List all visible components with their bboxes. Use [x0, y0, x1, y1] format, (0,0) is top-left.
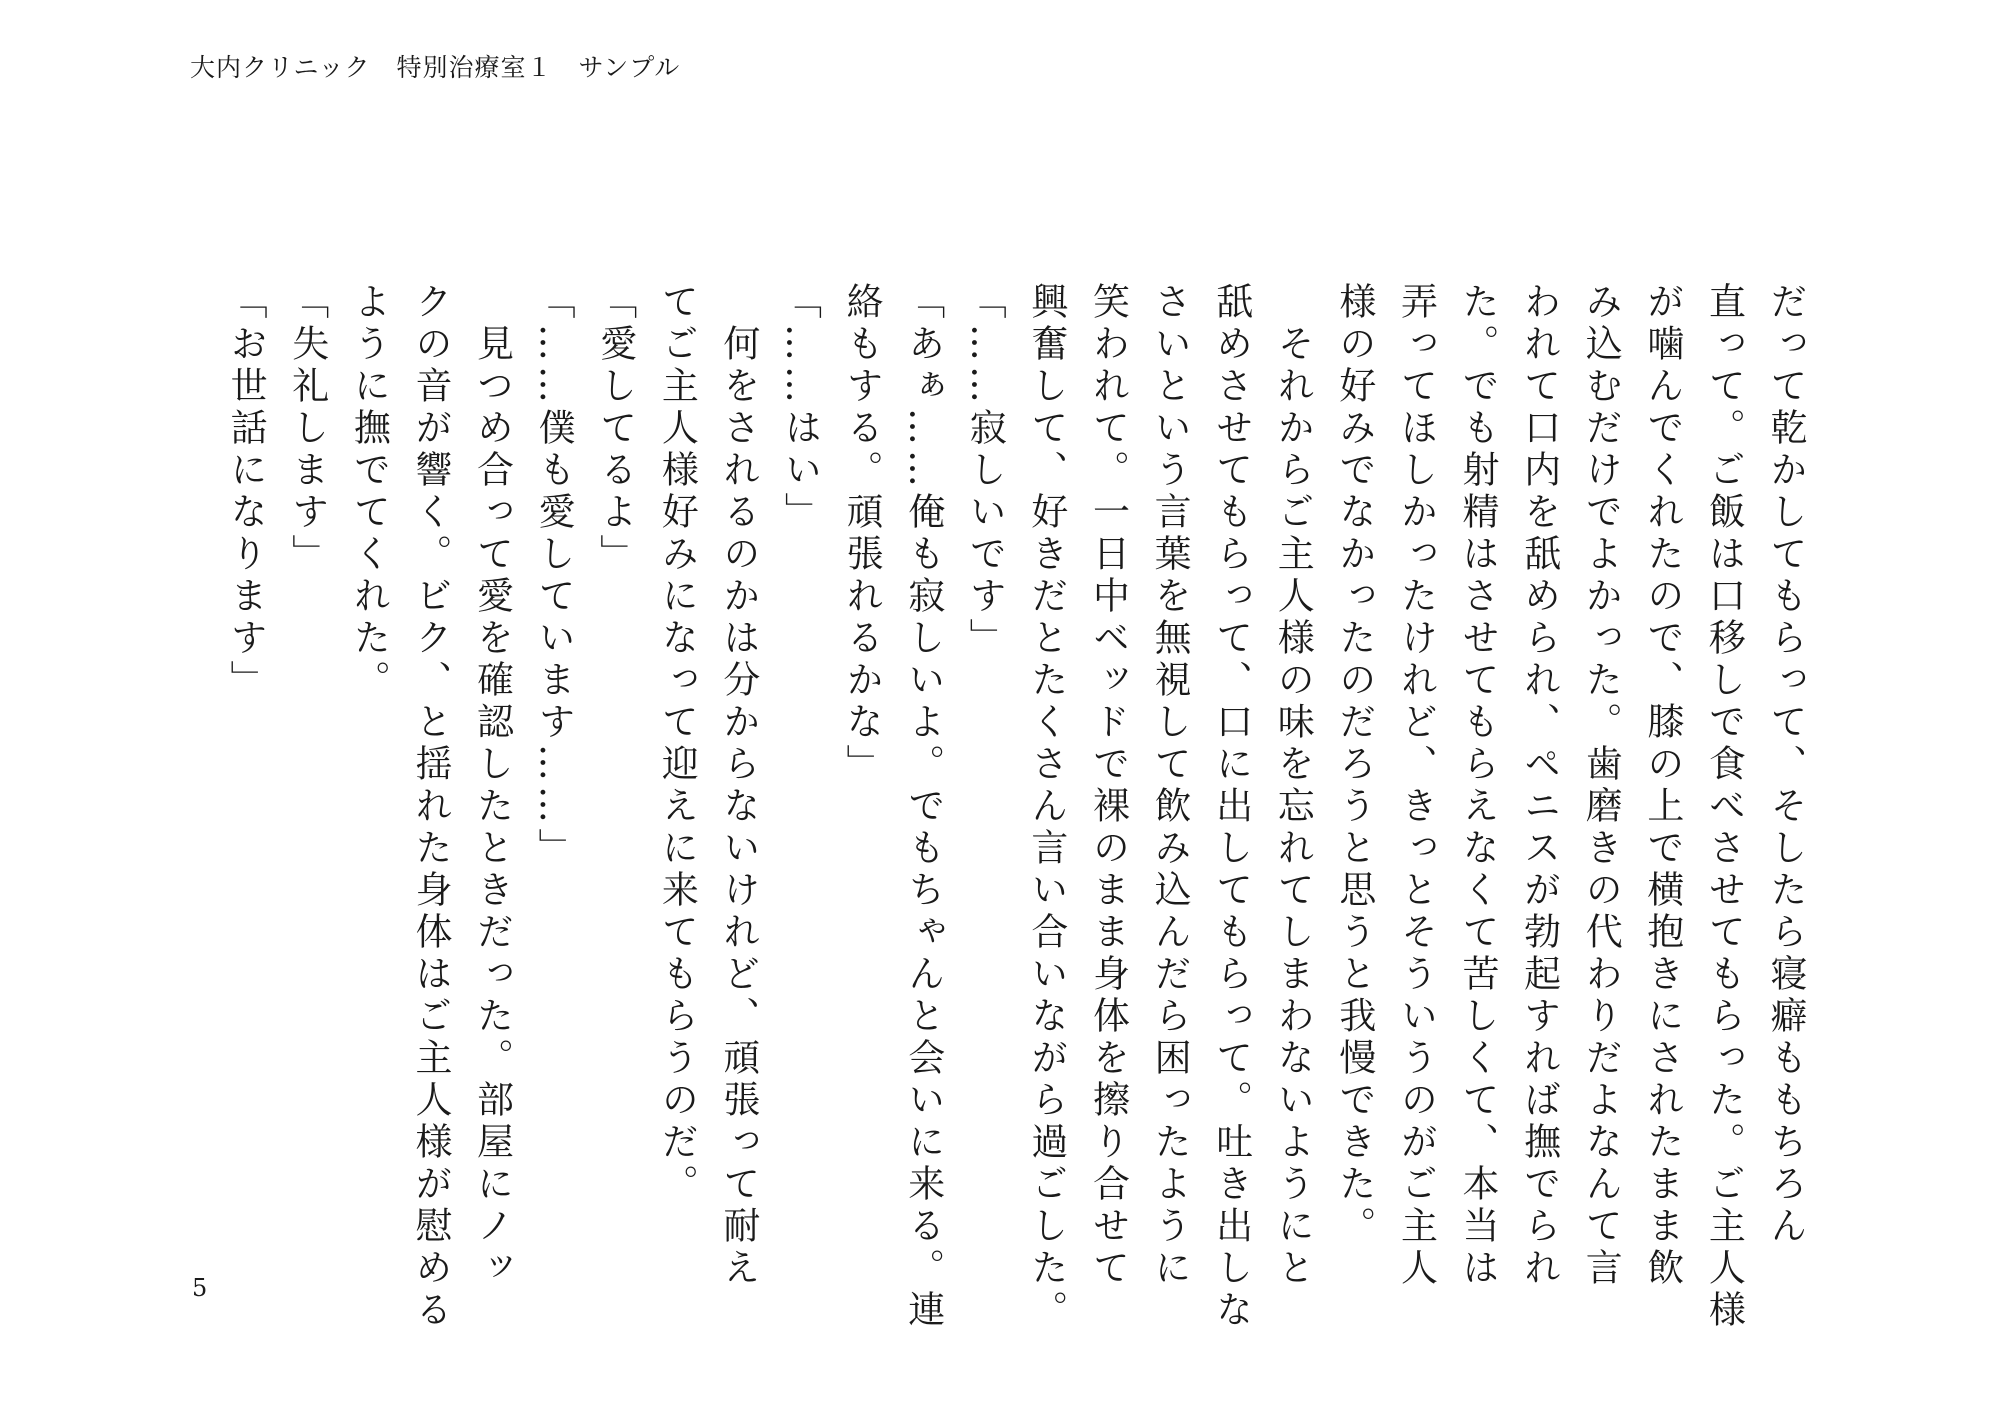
text-line: 興奮して、好きだとたくさん言い合いながら過ごした。 [1024, 282, 1068, 1332]
dialogue-line: 「あぁ……俺も寂しいよ。でもちゃんと会いに来る。連 [901, 282, 945, 1332]
text-line: それからご主人様の味を忘れてしまわないようにと [1271, 282, 1315, 1290]
vertical-body-text [215, 282, 1816, 1332]
dialogue-line: 「失礼します」 [285, 282, 329, 576]
dialogue-line: 「愛してるよ」 [593, 282, 637, 576]
text-line: 直って。ご飯は口移しで食べさせてもらった。ご主人様 [1702, 282, 1746, 1332]
dialogue-line: 「……寂しいです」 [963, 282, 1007, 660]
dialogue-line: 絡もする。頑張れるかな」 [840, 282, 884, 786]
running-header: 大内クリニック 特別治療室１ サンプル [190, 53, 681, 82]
text-line: 何をされるのかは分からないけれど、頑張って耐え [716, 282, 760, 1290]
text-line: てご主人様好みになって迎えに来てもらうのだ。 [655, 282, 699, 1206]
dialogue-line: 「……はい」 [778, 282, 822, 534]
text-line: クの音が響く。ビク、と揺れた身体はご主人様が慰める [408, 282, 452, 1332]
text-line: われて口内を舐められ、ペニスが勃起すれば撫でられ [1517, 282, 1561, 1290]
text-line: た。でも射精はさせてもらえなくて苦しくて、本当は [1456, 282, 1500, 1290]
text-line: 様の好みでなかったのだろうと思うと我慢できた。 [1332, 282, 1376, 1248]
dialogue-line: 「お世話になります」 [224, 282, 268, 702]
text-line: 笑われて。一日中ベッドで裸のまま身体を擦り合せて [1086, 282, 1130, 1290]
dialogue-line: 「……僕も愛しています……」 [532, 282, 576, 870]
text-line: だって乾かしてもらって、そしたら寝癖ももちろん [1764, 282, 1807, 1248]
text-line: が噛んでくれたので、膝の上で横抱きにされたまま飲 [1640, 282, 1684, 1290]
page-number: 5 [192, 1274, 208, 1302]
text-line: 舐めさせてもらって、口に出してもらって。吐き出しな [1209, 282, 1253, 1332]
text-line: 見つめ合って愛を確認したときだった。部屋にノッ [470, 282, 514, 1290]
text-line: ように撫でてくれた。 [347, 282, 391, 702]
text-line: 弄ってほしかったけれど、きっとそういうのがご主人 [1394, 282, 1438, 1290]
text-line: さいという言葉を無視して飲み込んだら困ったように [1148, 282, 1192, 1290]
text-line: み込むだけでよかった。歯磨きの代わりだよなんて言 [1579, 282, 1623, 1290]
